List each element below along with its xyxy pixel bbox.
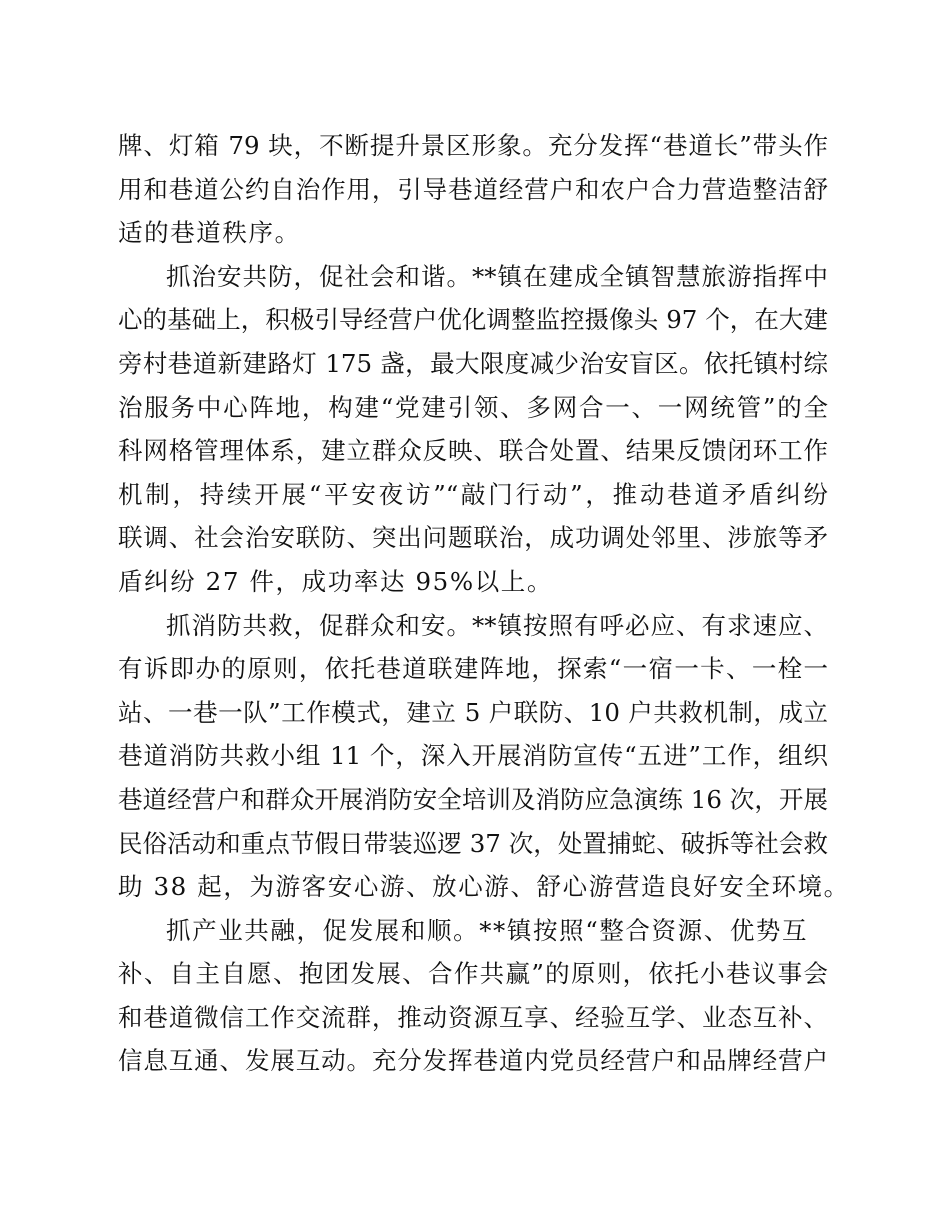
text-line: 治服务中心阵地，构建“党建引领、多网合一、一网统管”的全 xyxy=(118,392,828,422)
text-line: 适的巷道秩序。 xyxy=(118,218,301,248)
text-line: 旁村巷道新建路灯 175 盏，最大限度减少治安盲区。依托镇村综 xyxy=(118,348,828,378)
paragraph-heading-line: 抓治安共防，促社会和谐。**镇在建成全镇智慧旅游指挥中 xyxy=(166,261,828,291)
text-line: 牌、灯箱 79 块，不断提升景区形象。充分发挥“巷道长”带头作 xyxy=(118,131,828,160)
text-line: 有诉即办的原则，依托巷道联建阵地，探索“一宿一卡、一栓一 xyxy=(118,654,828,684)
text-line: 机制，持续开展“平安夜访”“敲门行动”，推动巷道矛盾纠纷 xyxy=(118,479,828,509)
text-line: 科网格管理体系，建立群众反映、联合处置、结果反馈闭环工作 xyxy=(118,436,828,466)
text-line: 和巷道微信工作交流群，推动资源互享、经验互学、业态互补、 xyxy=(118,1002,828,1032)
paragraph-heading-line: 抓产业共融，促发展和顺。**镇按照“整合资源、优势互 xyxy=(166,915,809,945)
text-line: 联调、社会治安联防、突出问题联治，成功调处邻里、涉旅等矛 xyxy=(118,523,828,553)
text-line: 站、一巷一队”工作模式，建立 5 户联防、10 户共救机制，成立 xyxy=(118,697,828,727)
text-line: 心的基础上，积极引导经营户优化调整监控摄像头 97 个，在大建 xyxy=(118,305,828,335)
text-line: 补、自主自愿、抱团发展、合作共赢”的原则，依托小巷议事会 xyxy=(118,959,828,989)
text-line: 用和巷道公约自治作用，引导巷道经营户和农户合力营造整洁舒 xyxy=(118,174,828,204)
paragraph-heading-line: 抓消防共救，促群众和安。**镇按照有呼必应、有求速应、 xyxy=(166,610,828,640)
text-line: 信息互通、发展互动。充分发挥巷道内党员经营户和品牌经营户 xyxy=(118,1046,828,1076)
text-line: 民俗活动和重点节假日带装巡逻 37 次，处置捕蛇、破拆等社会救 xyxy=(118,828,828,858)
text-line: 盾纠纷 27 件，成功率达 95%以上。 xyxy=(118,566,553,596)
document-body xyxy=(118,124,850,1083)
text-line: 巷道经营户和群众开展消防安全培训及消防应急演练 16 次，开展 xyxy=(118,784,828,814)
text-line: 助 38 起，为游客安心游、放心游、舒心游营造良好安全环境。 xyxy=(118,872,850,902)
text-line: 巷道消防共救小组 11 个，深入开展消防宣传“五进”工作，组织 xyxy=(118,741,828,771)
